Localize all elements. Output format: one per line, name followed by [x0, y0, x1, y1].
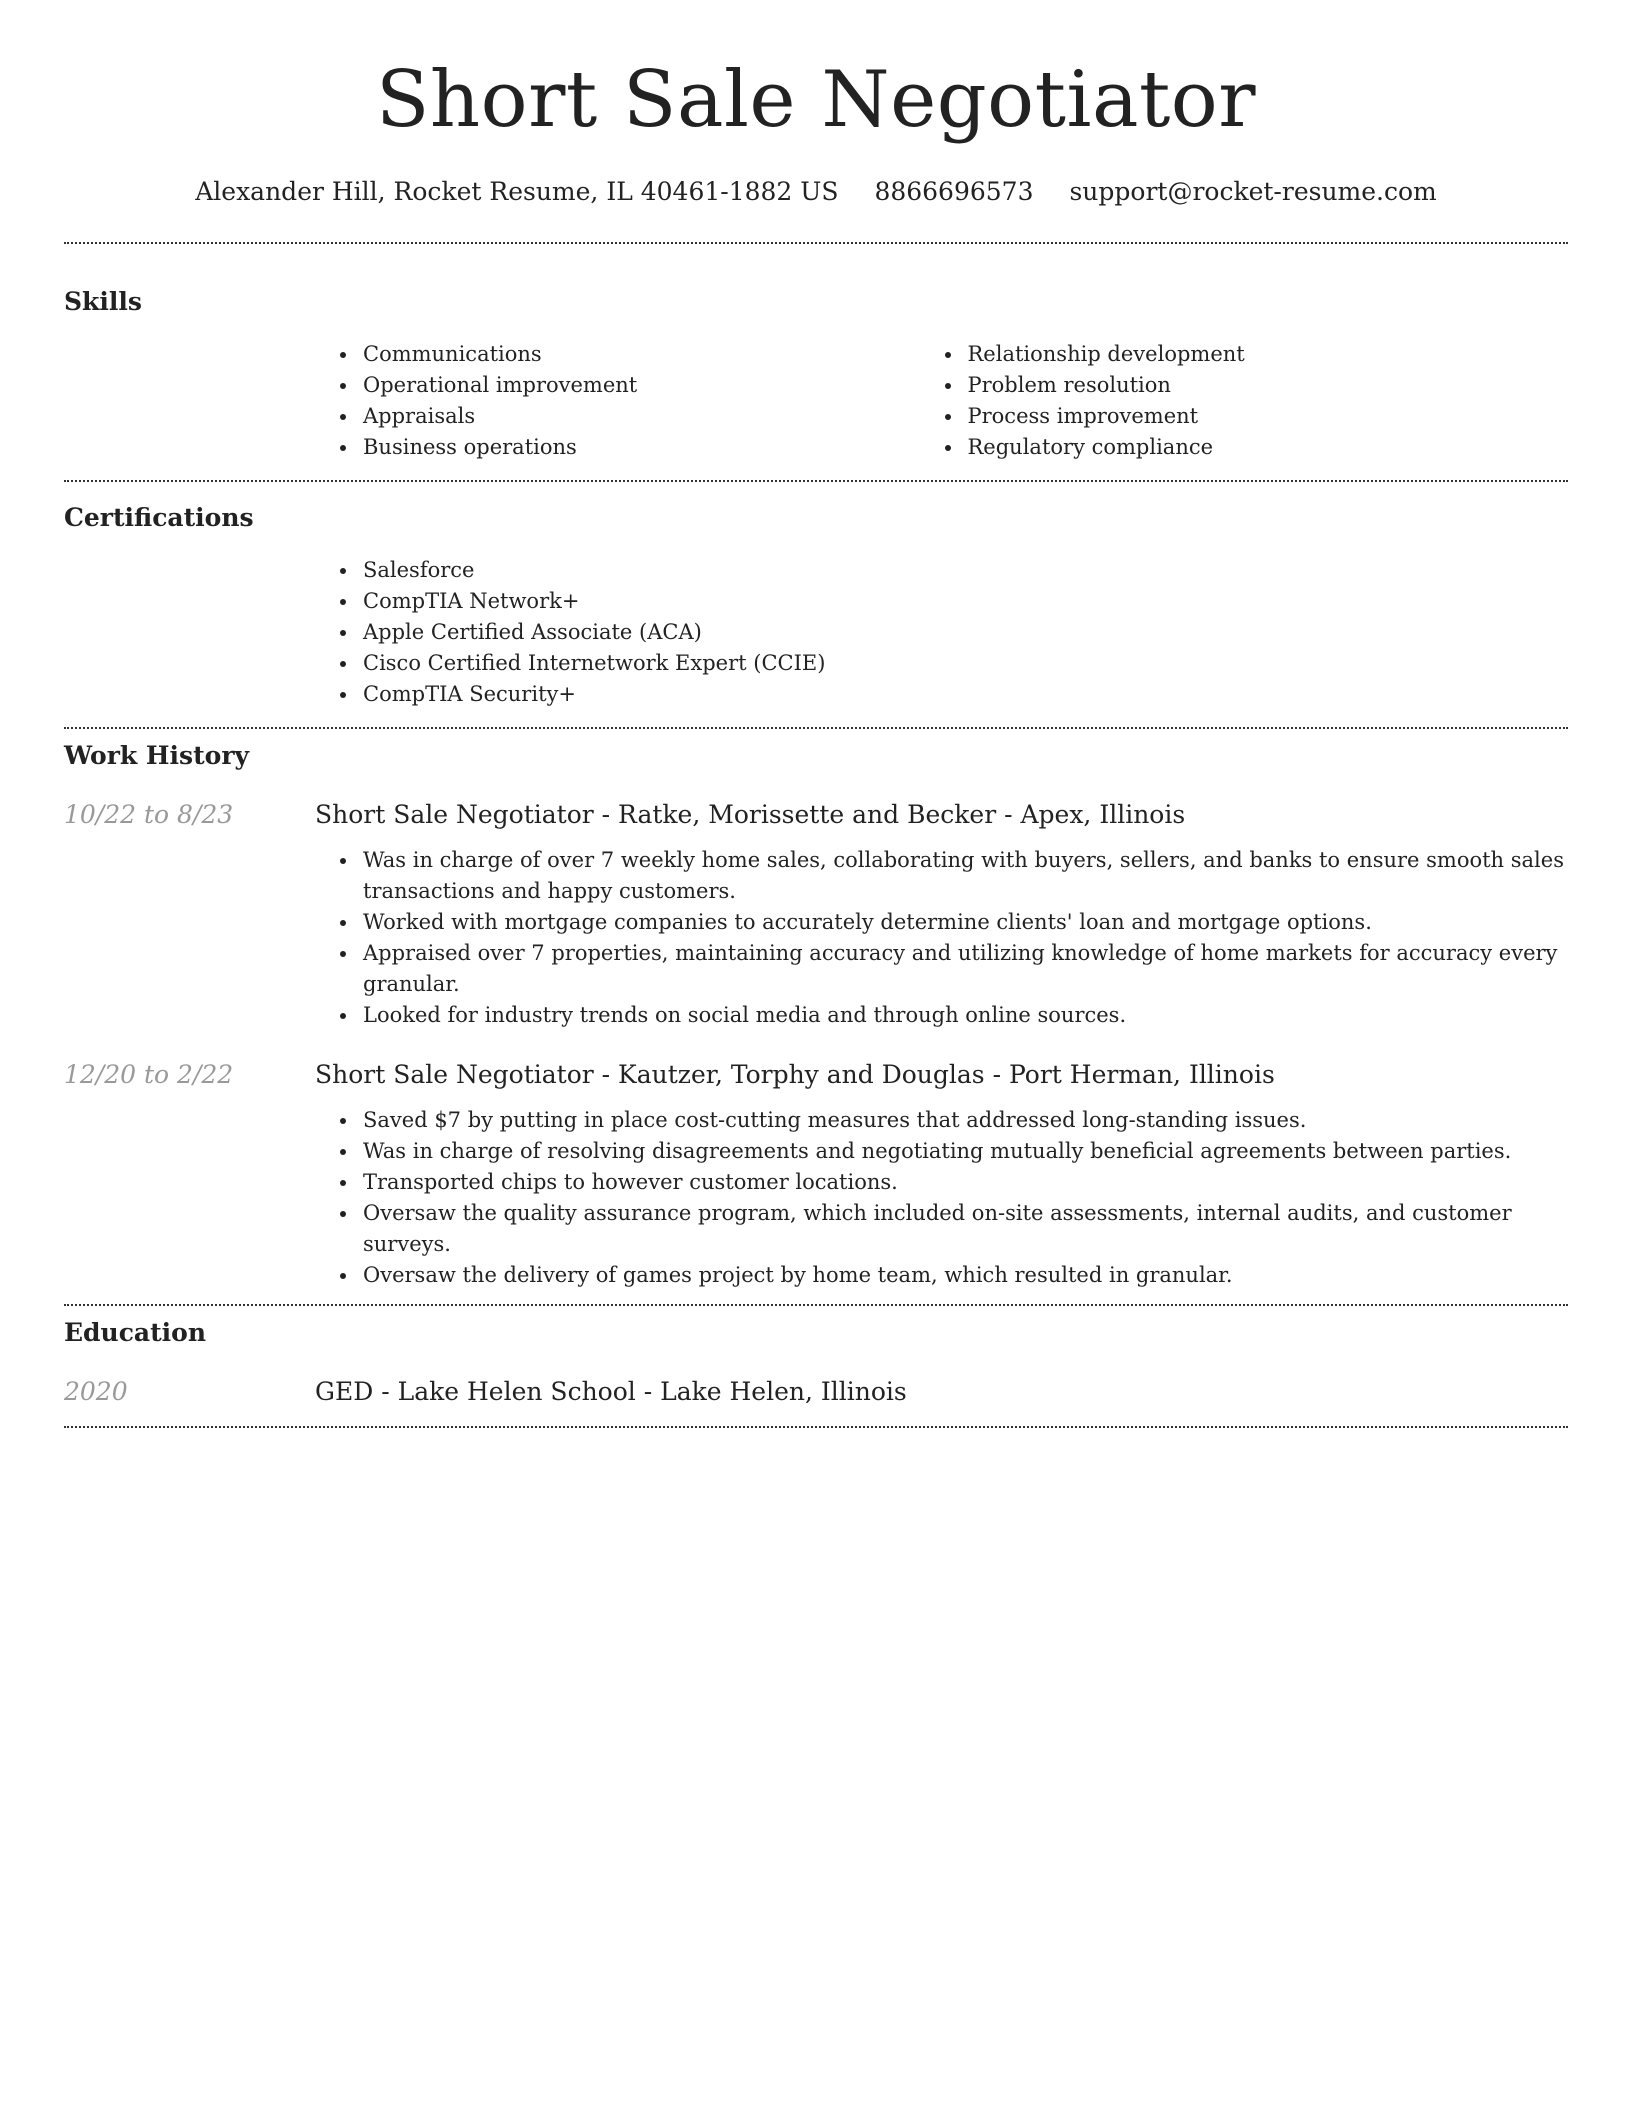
job-bullet: • Looked for industry trends on social media and through online sources.	[359, 1000, 1568, 1031]
skill-item: • Appraisals	[359, 401, 964, 432]
certifications-section	[64, 482, 1568, 727]
job-details	[315, 1059, 1568, 1291]
contact-line	[64, 176, 1568, 208]
job-dates: 12/20 to 2/22	[64, 1060, 234, 1089]
job-entry	[64, 799, 1568, 1031]
job-bullet: • Was in charge of over 7 weekly home sales, collaborating with buyers, sellers, and banks to ensure smooth sales transactions and happy customers.	[359, 845, 1568, 907]
education-section	[64, 1306, 1568, 1426]
section-title-skills: Skills	[64, 287, 142, 316]
skills-list-right	[964, 339, 1569, 463]
job-bullet: • Worked with mortgage companies to accurately determine clients' loan and mortgage options.	[359, 907, 1568, 938]
section-title-work-history: Work History	[64, 741, 250, 770]
divider	[64, 1426, 1568, 1428]
contact-address: Alexander Hill, Rocket Resume, IL 40461-1882 US	[195, 177, 839, 206]
certification-item: • Salesforce	[359, 555, 1568, 586]
certification-item: • CompTIA Network+	[359, 586, 1568, 617]
certifications-list	[359, 555, 1568, 710]
skill-item: • Relationship development	[964, 339, 1569, 370]
work-history-section	[64, 729, 1568, 1304]
skill-item: • Process improvement	[964, 401, 1569, 432]
job-dates: 10/22 to 8/23	[64, 800, 234, 829]
skill-item: • Problem resolution	[964, 370, 1569, 401]
education-year: 2020	[64, 1377, 128, 1406]
section-title-education: Education	[64, 1318, 207, 1347]
job-entry	[64, 1059, 1568, 1291]
skills-list-left	[359, 339, 964, 463]
skill-item: • Operational improvement	[359, 370, 964, 401]
job-bullet: • Oversaw the delivery of games project by home team, which resulted in granular.	[359, 1260, 1568, 1291]
skill-item: • Business operations	[359, 432, 964, 463]
contact-phone: 8866696573	[874, 177, 1034, 206]
skills-section	[64, 244, 1568, 480]
skill-item: • Communications	[359, 339, 964, 370]
job-bullet: • Saved $7 by putting in place cost-cutting measures that addressed long-standing issues.	[359, 1105, 1568, 1136]
job-bullet: • Appraised over 7 properties, maintaining accuracy and utilizing knowledge of home markets for accuracy every granular.	[359, 938, 1568, 1000]
job-bullet: • Was in charge of resolving disagreements and negotiating mutually beneficial agreements between parties.	[359, 1136, 1568, 1167]
job-details	[315, 799, 1568, 1031]
certification-item: • CompTIA Security+	[359, 679, 1568, 710]
section-title-certifications: Certifications	[64, 503, 254, 532]
job-title: Short Sale Negotiator - Kautzer, Torphy and Douglas - Port Herman, Illinois	[315, 1060, 1275, 1089]
education-entry	[64, 1376, 1568, 1408]
job-bullets	[359, 845, 1568, 1031]
certification-item: • Cisco Certified Internetwork Expert (CCIE)	[359, 648, 1568, 679]
job-bullet: • Transported chips to however customer locations.	[359, 1167, 1568, 1198]
contact-email: support@rocket-resume.com	[1069, 177, 1437, 206]
skill-item: • Regulatory compliance	[964, 432, 1569, 463]
education-details: GED - Lake Helen School - Lake Helen, Illinois	[315, 1377, 907, 1406]
job-title: Short Sale Negotiator - Ratke, Morissette and Becker - Apex, Illinois	[315, 800, 1186, 829]
job-bullets	[359, 1105, 1568, 1291]
resume-title: Short Sale Negotiator	[375, 55, 1257, 145]
job-bullet: • Oversaw the quality assurance program, which included on-site assessments, internal audits, and customer surveys.	[359, 1198, 1568, 1260]
certification-item: • Apple Certified Associate (ACA)	[359, 617, 1568, 648]
skills-columns	[64, 339, 1568, 463]
